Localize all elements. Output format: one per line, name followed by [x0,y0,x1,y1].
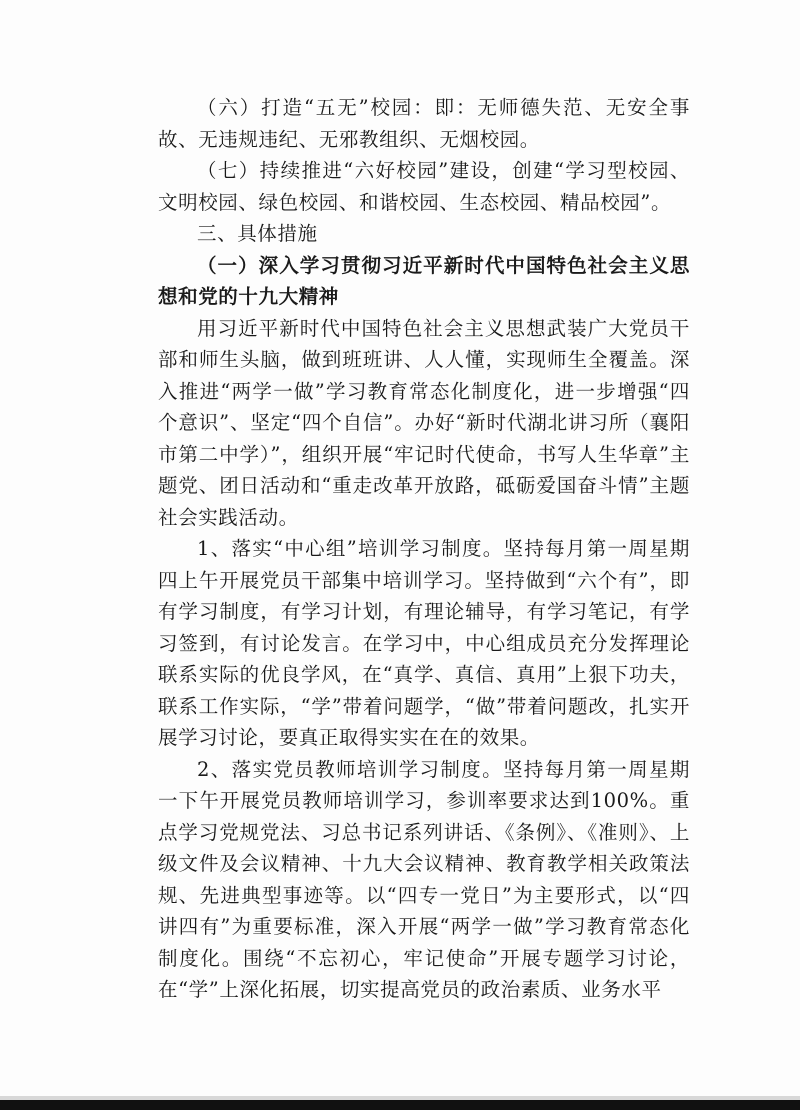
paragraph-section-7: （七）持续推进“六好校园”建设，创建“学习型校园、文明校园、绿色校园、和谐校园、生态校园、精品校园”。 [158,159,690,214]
document-body [158,92,690,1006]
heading-specific-measures: 三、具体措施 [197,222,318,245]
scan-bottom-border [0,1100,800,1110]
paragraph-section-6: （六）打造“五无”校园：即：无师德失范、无安全事故、无违规违纪、无邪教组织、无烟校园。 [158,96,690,151]
subheading-study-thought: （一）深入学习贯彻习近平新时代中国特色社会主义思想和党的十九大精神 [158,253,690,308]
paragraph-central-group-study: 1、落实“中心组”培训学习制度。坚持每月第一周星期四上午开展党员干部集中培训学习。坚持做到“六个有”，即有学习制度，有学习计划，有理论辅导，有学习笔记，有学习签到，有讨论发言。在学习中，中心组成员充分发挥理论联系实际的优良学风，在“真学、真信、真用”上狠下功夫，联系工作实际，“学”带着问题学，“做”带着问题改，扎实开展学习讨论，要真正取得实实在在的效果。 [158,537,690,749]
paragraph-arm-minds: 用习近平新时代中国特色社会主义思想武装广大党员干部和师生头脑，做到班班讲、人人懂，实现师生全覆盖。深入推进“两学一做”学习教育常态化制度化，进一步增强“四个意识”、坚定“四个自信”。办好“新时代湖北讲习所（襄阳市第二中学）”，组织开展“牢记时代使命，书写人生华章”主题党、团日活动和“重走改革开放路，砥砺爱国奋斗情”主题社会实践活动。 [158,316,690,529]
paragraph-teacher-training: 2、落实党员教师培训学习制度。坚持每月第一周星期一下午开展党员教师培训学习，参训率要求达到100%。重点学习党规党法、习总书记系列讲话、《条例》、《准则》、上级文件及会议精神、十九大会议精神、教育教学相关政策法规、先进典型事迹等。以“四专一党日”为主要形式，以“四讲四有”为重要标准，深入开展“两学一做”学习教育常态化制度化。围绕“不忘初心，牢记使命”开展专题学习讨论，在“学”上深化拓展，切实提高党员的政治素质、业务水平 [158,757,690,1001]
